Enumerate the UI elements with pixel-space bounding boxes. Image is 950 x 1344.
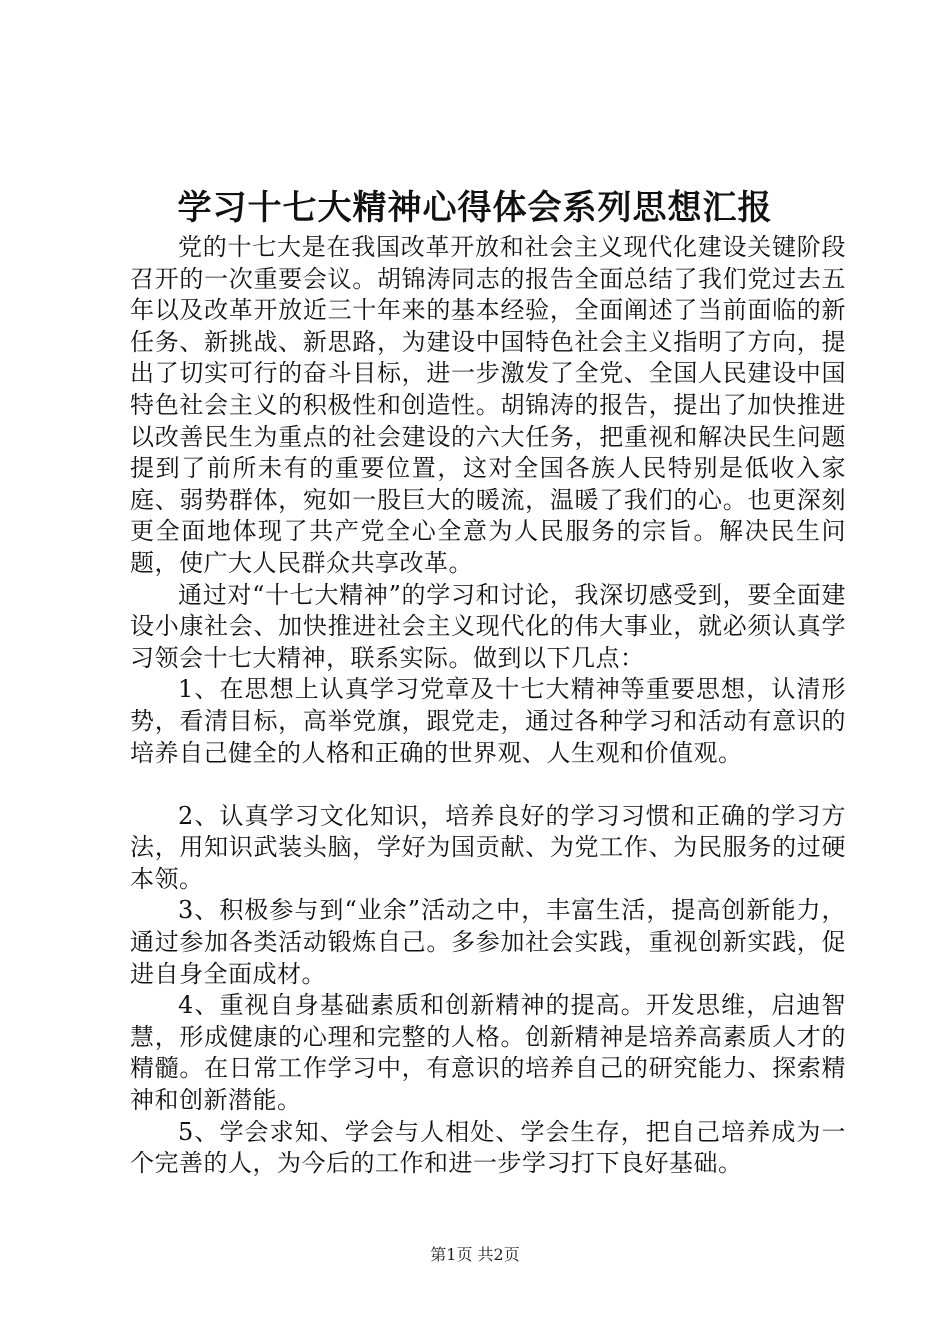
paragraph-gap bbox=[130, 769, 846, 801]
paragraph-intro: 党的十七大是在我国改革开放和社会主义现代化建设关键阶段召开的一次重要会议。胡锦涛同志的报告全面总结了我们党过去五年以及改革开放近三十年来的基本经验，全面阐述了当前面临的新任务、新挑战、新思路，为建设中国特色社会主义指明了方向，提出了切实可行的奋斗目标，进一步激发了全党、全国人民建设中国特色社会主义的积极性和创造性。胡锦涛的报告，提出了加快推进以改善民生为重点的社会建设的六大任务，把重视和解决民生问题提到了前所未有的重要位置，这对全国各族人民特别是低收入家庭、弱势群体，宛如一股巨大的暖流，温暖了我们的心。也更深刻更全面地体现了共产党全心全意为人民服务的宗旨。解决民生问题，使广大人民群众共享改革。 bbox=[130, 233, 846, 577]
document-title: 学习十七大精神心得体会系列思想汇报 bbox=[177, 188, 773, 228]
paragraph-point-5: 5、学会求知、学会与人相处、学会生存，把自己培养成为一个完善的人，为今后的工作和进一步学习打下良好基础。 bbox=[130, 1117, 846, 1178]
paragraph-point-1: 1、在思想上认真学习党章及十七大精神等重要思想，认清形势，看清目标，高举党旗，跟党走，通过各种学习和活动有意识的培养自己健全的人格和正确的世界观、人生观和价值观。 bbox=[130, 675, 846, 767]
paragraph-point-4: 4、重视自身基础素质和创新精神的提高。开发思维，启迪智慧，形成健康的心理和完整的人格。创新精神是培养高素质人才的精髓。在日常工作学习中，有意识的培养自己的研究能力、探索精神和创新潜能。 bbox=[130, 991, 846, 1115]
page-footer: 第1页 共2页 bbox=[430, 1245, 520, 1264]
paragraph-study: 通过对“十七大精神”的学习和讨论，我深切感受到，要全面建设小康社会、加快推进社会主义现代化的伟大事业，就必须认真学习领会十七大精神，联系实际。做到以下几点： bbox=[130, 580, 846, 672]
paragraph-point-3: 3、积极参与到“业余”活动之中，丰富生活，提高创新能力，通过参加各类活动锻炼自己。多参加社会实践，重视创新实践，促进自身全面成材。 bbox=[130, 896, 846, 988]
document-body bbox=[130, 232, 846, 1180]
paragraph-point-2: 2、认真学习文化知识，培养良好的学习习惯和正确的学习方法，用知识武装头脑，学好为国贡献、为党工作、为民服务的过硬本领。 bbox=[130, 801, 846, 893]
